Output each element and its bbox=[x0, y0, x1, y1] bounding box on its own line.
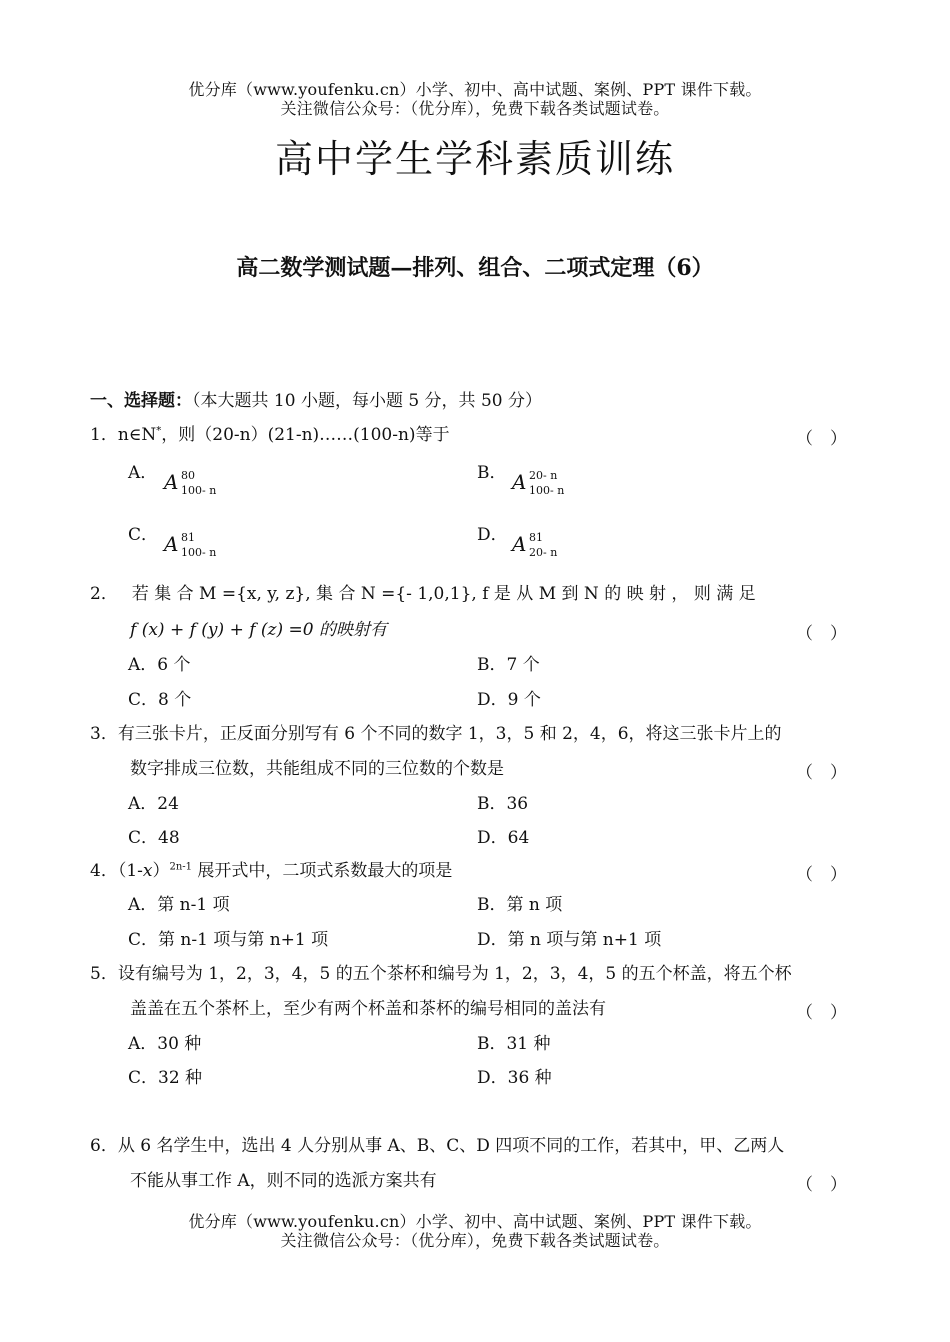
q1-option-c-sup: 81 bbox=[181, 531, 195, 544]
q1-option-c-base: A bbox=[164, 532, 179, 556]
q1-option-d-base: A bbox=[512, 532, 527, 556]
q6-answer-blank: （ ） bbox=[796, 1175, 847, 1195]
q5-option-c: C．32 种 bbox=[128, 1068, 203, 1088]
q3-option-a: A．24 bbox=[128, 794, 179, 814]
q4-text-b: ） bbox=[152, 861, 170, 881]
q5-option-a: A．30 种 bbox=[128, 1034, 202, 1054]
q5-number: 5． bbox=[90, 964, 118, 984]
q5-answer-blank: （ ） bbox=[796, 1003, 847, 1023]
q1-option-a-base: A bbox=[164, 470, 179, 494]
q1-option-d-formula bbox=[512, 532, 582, 564]
q3-line-2: 数字排成三位数，共能组成不同的三位数的个数是 bbox=[130, 759, 504, 779]
q6-number: 6． bbox=[90, 1136, 118, 1156]
q1-option-b-sub: 100- n bbox=[529, 484, 565, 497]
q2-answer-blank: （ ） bbox=[796, 624, 847, 644]
banner-line-2: 关注微信公众号：（优分库），免费下载各类试题试卷。 bbox=[280, 99, 670, 118]
q1-text-a: n∈N bbox=[117, 425, 157, 445]
section-heading-label: 一、选择题： bbox=[90, 391, 192, 411]
q1-option-a-sup: 80 bbox=[181, 469, 195, 482]
question-2 bbox=[90, 583, 756, 605]
q1-option-a-sub: 100- n bbox=[181, 484, 217, 497]
question-1 bbox=[90, 424, 450, 446]
q6-line-1: 从 6 名学生中，选出 4 人分别从事 A、B、C、D 四项不同的工作，若其中，甲、乙两人 bbox=[117, 1136, 785, 1156]
question-4 bbox=[90, 860, 452, 882]
q4-text-c: 展开式中，二项式系数最大的项是 bbox=[192, 861, 453, 881]
section-heading bbox=[90, 390, 542, 412]
q3-option-b: B．36 bbox=[477, 794, 529, 814]
q4-answer-blank: （ ） bbox=[796, 865, 847, 885]
section-heading-note: （本大题共 10 小题，每小题 5 分，共 50 分） bbox=[192, 391, 543, 411]
q1-answer-blank: （ ） bbox=[796, 429, 847, 449]
q3-answer-blank: （ ） bbox=[796, 763, 847, 783]
footer-banner bbox=[0, 1212, 950, 1250]
q1-option-c-sub: 100- n bbox=[181, 546, 217, 559]
question-5 bbox=[90, 963, 792, 985]
q1-text-sup: * bbox=[156, 425, 162, 437]
q5-option-b: B．31 种 bbox=[477, 1034, 551, 1054]
q1-option-d-sub: 20- n bbox=[529, 546, 558, 559]
question-6 bbox=[90, 1135, 784, 1157]
q1-option-a-formula bbox=[164, 470, 234, 502]
q2-option-b: B．7 个 bbox=[477, 655, 540, 675]
q4-option-c: C．第 n-1 项与第 n+1 项 bbox=[128, 930, 329, 950]
q1-option-b-base: A bbox=[512, 470, 527, 494]
q1-option-b-label: B． bbox=[477, 463, 507, 483]
q4-number: 4． bbox=[90, 861, 118, 881]
q4-text-sup: 2n-1 bbox=[169, 861, 193, 873]
q2-line-2: f (x) + f (y) + f (z) =0 的映射有 bbox=[130, 620, 388, 640]
q2-option-d: D．9 个 bbox=[477, 690, 541, 710]
q3-option-d: D．64 bbox=[477, 828, 530, 848]
q2-number: 2． bbox=[90, 584, 118, 604]
q5-line-1: 设有编号为 1，2，3，4，5 的五个茶杯和编号为 1，2，3，4，5 的五个杯盖，将五个杯 bbox=[117, 964, 792, 984]
page-title: 高中学生学科素质训练 bbox=[274, 137, 675, 181]
q1-text-b: ，则（20-n）(21-n)……(100-n)等于 bbox=[161, 425, 450, 445]
q1-option-c-formula bbox=[164, 532, 234, 564]
page-subtitle: 高二数学测试题—排列、组合、二项式定理（6） bbox=[236, 255, 714, 281]
q2-option-a: A．6 个 bbox=[128, 655, 191, 675]
q3-line-1: 有三张卡片，正反面分别写有 6 个不同的数字 1，3，5 和 2，4，6，将这三张卡片上的 bbox=[117, 724, 782, 744]
q5-option-d: D．36 种 bbox=[477, 1068, 552, 1088]
q4-option-a: A．第 n-1 项 bbox=[128, 895, 230, 915]
q2-line-1: 若 集 合 M ={x, y, z}, 集 合 N ={- 1,0,1}, f 是 从 M 到 N 的 映 射 ， 则 满 足 bbox=[131, 584, 756, 604]
q3-number: 3． bbox=[90, 724, 118, 744]
q4-text-a: （1- bbox=[117, 861, 143, 881]
q1-option-d-label: D． bbox=[477, 525, 508, 545]
banner-line-1: 优分库（www.youfenku.cn）小学、初中、高中试题、案例、PPT 课件下载。 bbox=[188, 80, 762, 99]
q4-option-d: D．第 n 项与第 n+1 项 bbox=[477, 930, 662, 950]
header-banner bbox=[0, 80, 950, 118]
q1-number: 1． bbox=[90, 425, 118, 445]
q1-option-d-sup: 81 bbox=[529, 531, 543, 544]
q1-option-c-label: C． bbox=[128, 525, 159, 545]
q2-option-c: C．8 个 bbox=[128, 690, 192, 710]
footer-line-2: 关注微信公众号：（优分库），免费下载各类试题试卷。 bbox=[280, 1231, 670, 1250]
q4-text-x: x bbox=[142, 861, 153, 881]
q6-line-2: 不能从事工作 A，则不同的选派方案共有 bbox=[130, 1171, 437, 1191]
footer-line-1: 优分库（www.youfenku.cn）小学、初中、高中试题、案例、PPT 课件下载。 bbox=[188, 1212, 762, 1231]
q5-line-2: 盖盖在五个茶杯上，至少有两个杯盖和茶杯的编号相同的盖法有 bbox=[130, 999, 606, 1019]
question-3 bbox=[90, 723, 782, 745]
q1-option-a-label: A． bbox=[128, 463, 158, 483]
q3-option-c: C．48 bbox=[128, 828, 180, 848]
q4-option-b: B．第 n 项 bbox=[477, 895, 563, 915]
q1-option-b-sup: 20- n bbox=[529, 469, 558, 482]
q1-option-b-formula bbox=[512, 470, 582, 502]
